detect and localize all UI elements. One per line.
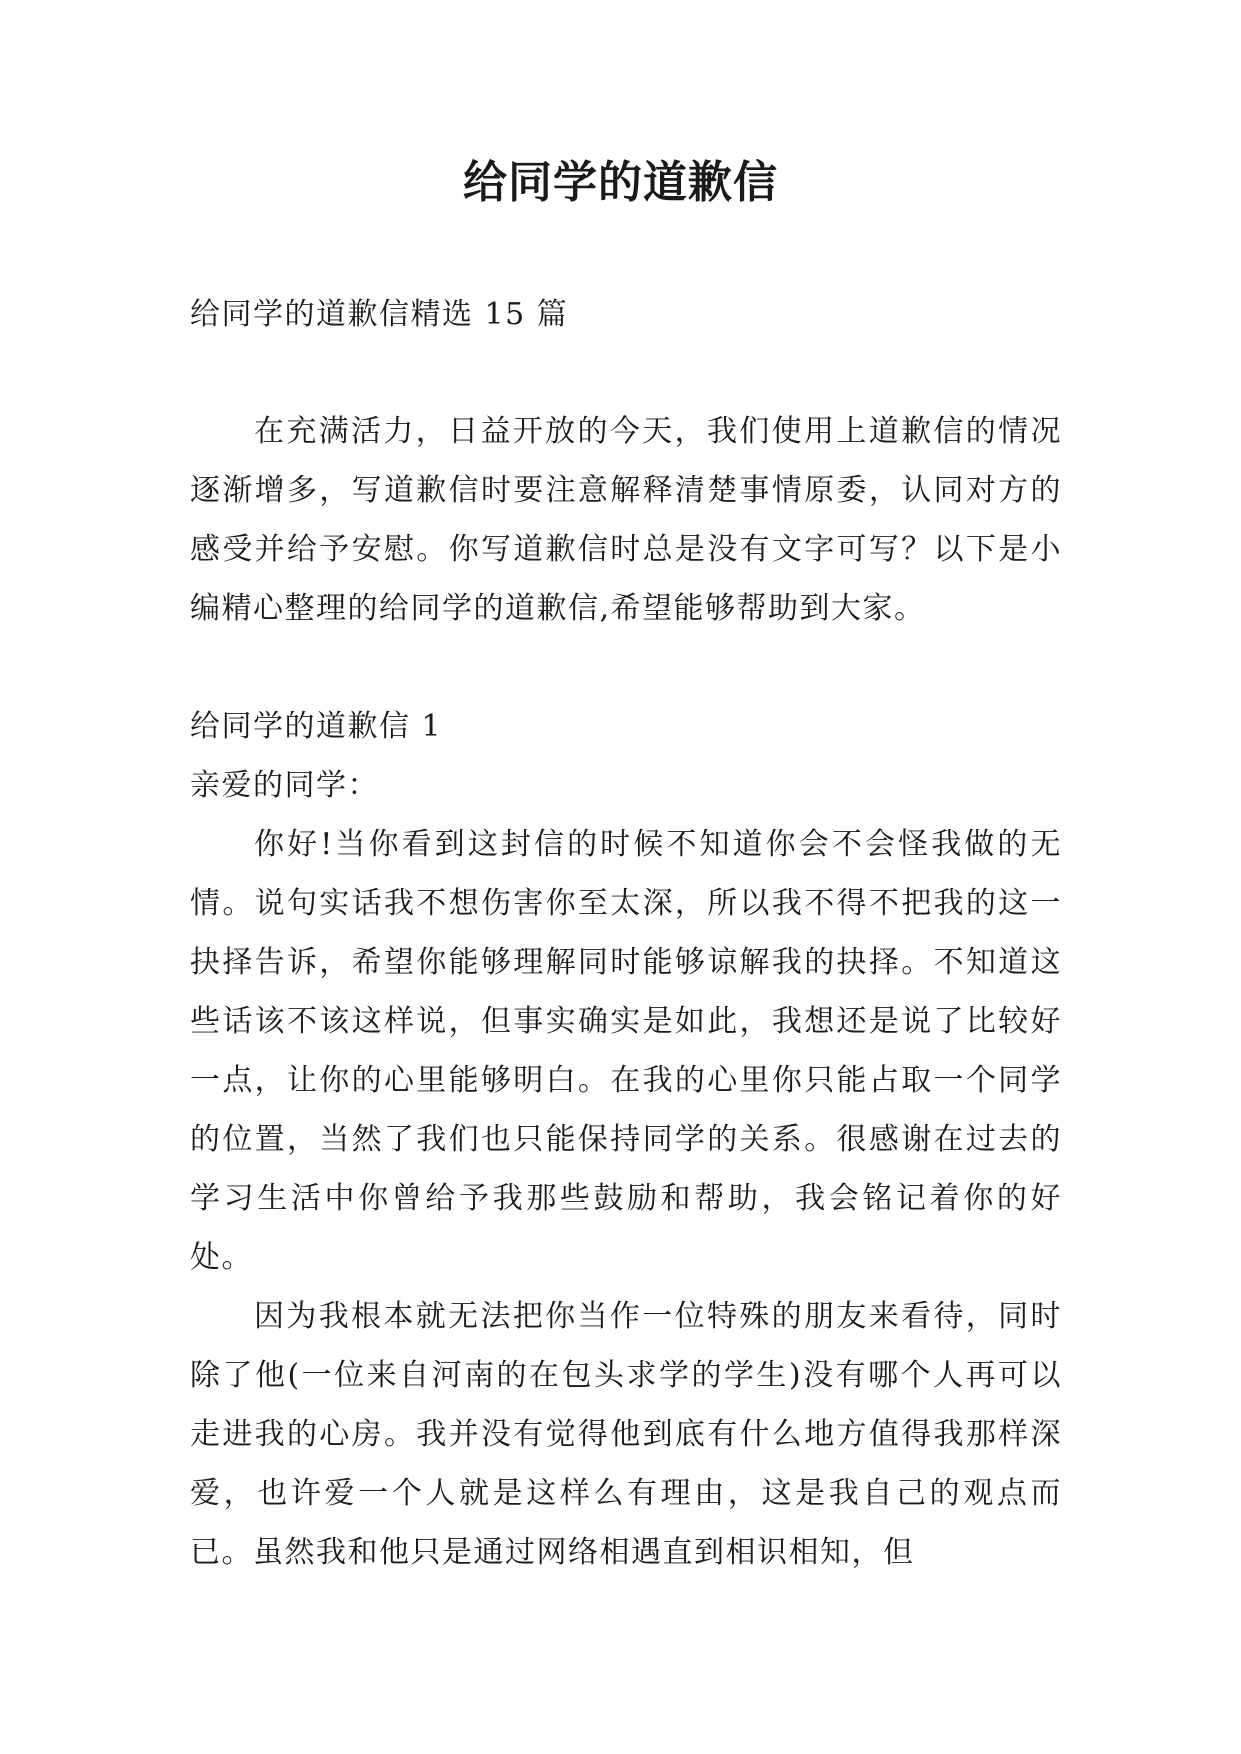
letter-paragraph: 你好!当你看到这封信的时候不知道你会不会怪我做的无情。说句实话我不想伤害你至太深，所以我不得不把我的这一抉择告诉，希望你能够理解同时能够谅解我的抉择。不知道这些话该不该这样说，但事实确实是如此，我想还是说了比较好一点，让你的心里能够明白。在我的心里你只能占取一个同学的位置，当然了我们也只能保持同学的关系。很感谢在过去的学习生活中你曾给予我那些鼓励和帮助，我会铭记着你的好处。 [190, 827, 1062, 1275]
intro-paragraph: 在充满活力，日益开放的今天，我们使用上道歉信的情况逐渐增多，写道歉信时要注意解释清楚事情原委，认同对方的感受并给予安慰。你写道歉信时总是没有文字可写？以下是小编精心整理的给同学的道歉信,希望能够帮助到大家。 [190, 414, 1062, 626]
document-title: 给同学的道歉信 [463, 157, 778, 208]
letter-paragraph: 因为我根本就无法把你当作一位特殊的朋友来看待，同时除了他(一位来自河南的在包头求学的学生)没有哪个人再可以走进我的心房。我并没有觉得他到底有什么地方值得我那样深爱，也许爱一个人就是这样么有理由，这是我自己的观点而已。虽然我和他只是通过网络相遇直到相识相知，但 [190, 1299, 1062, 1570]
letter-greeting: 亲爱的同学： [190, 768, 379, 803]
section-heading: 给同学的道歉信 1 [190, 709, 443, 744]
document-subtitle: 给同学的道歉信精选 15 篇 [190, 297, 569, 332]
